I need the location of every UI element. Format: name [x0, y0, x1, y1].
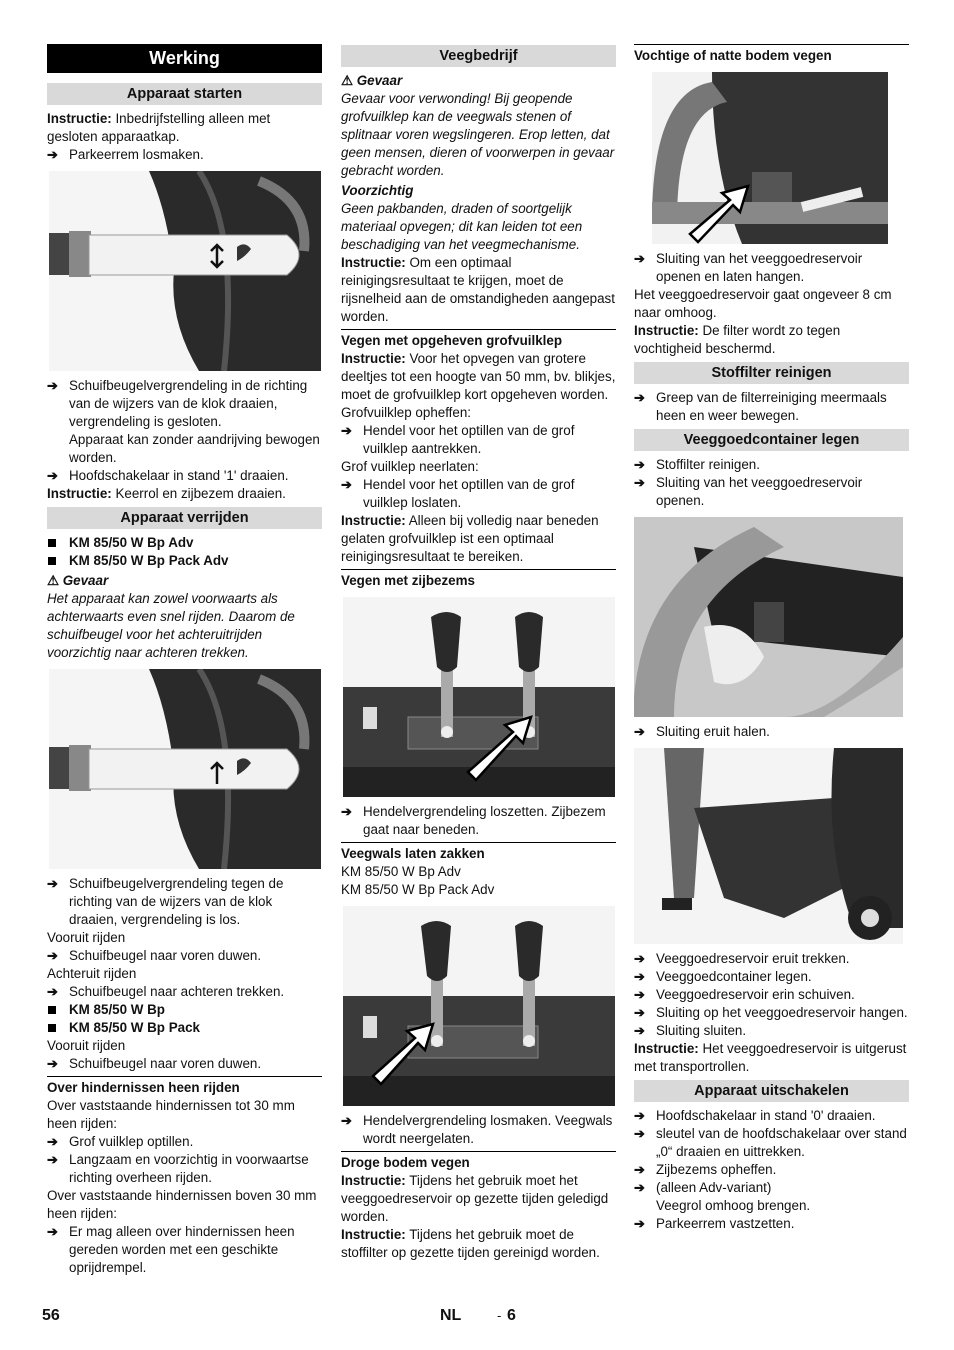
- warning-text: Het apparaat kan zowel voorwaarts als achterwaarts even snel rijden. Daarom de schuifbeugel voor het achteruitrijden voorzichtig naar achteren trekken.: [47, 591, 295, 660]
- step-text: Grof vuilklep optillen.: [69, 1134, 194, 1149]
- instruction: [341, 1172, 616, 1226]
- step-text: Hendelvergrendeling loszetten. Zijbezem gaat naar beneden.: [363, 804, 606, 837]
- instruction: [634, 322, 909, 358]
- step-text: Hoofdschakelaar in stand '1' draaien.: [69, 468, 289, 483]
- square-bullet-icon: [48, 1006, 56, 1014]
- section-heading-veegbedrijf: Veegbedrijf: [341, 45, 616, 67]
- step-text: Langzaam en voorzichtig in voorwaartse richting overheen rijden.: [69, 1152, 309, 1185]
- step-item: [47, 1151, 322, 1187]
- figure-handle-lock-closed: [49, 171, 321, 371]
- note-text: Apparaat kan zonder aandrijving bewogen worden.: [69, 432, 320, 465]
- instruction-label: Instructie:: [634, 1041, 699, 1056]
- instruction-label: Instructie:: [341, 513, 406, 528]
- text-line: Achteruit rijden: [47, 966, 137, 981]
- text-line: Grof vuilklep neerlaten:: [341, 459, 479, 474]
- step-item: [634, 474, 909, 510]
- step-item: [341, 803, 616, 839]
- warning-triangle-icon: ⚠: [341, 73, 354, 88]
- step-text: (alleen Adv-variant): [656, 1180, 772, 1195]
- arrow-icon: ➔: [47, 1056, 58, 1071]
- model-bullet: [47, 1001, 322, 1019]
- arrow-icon: ➔: [47, 468, 58, 483]
- instruction-text: Inbedrijfstelling alleen met gesloten apparaatkap.: [47, 111, 271, 144]
- instruction: [341, 512, 616, 566]
- instruction-text: Tijdens het gebruik moet het veeggoedreservoir op gezette tijden geledigd worden.: [341, 1173, 609, 1224]
- square-bullet-icon: [48, 1024, 56, 1032]
- step-text: Sluiting sluiten.: [656, 1023, 747, 1038]
- arrow-icon: ➔: [634, 951, 645, 966]
- instruction-label: Instructie:: [341, 1227, 406, 1242]
- instruction-label: Instructie:: [341, 351, 406, 366]
- figure-levers-zijbezem: [343, 597, 615, 797]
- instruction: [341, 1226, 616, 1262]
- instruction-text: De filter wordt zo tegen vochtigheid beschermd.: [634, 323, 841, 356]
- step-item: [341, 422, 616, 458]
- step-item: [47, 1133, 322, 1151]
- arrow-icon: ➔: [634, 475, 645, 490]
- square-bullet-icon: [48, 557, 56, 565]
- text-line: KM 85/50 W Bp Pack Adv: [341, 882, 495, 897]
- step-item: [47, 1055, 322, 1073]
- figure-levers-veegwals: [343, 906, 615, 1106]
- reservoir-latch-illustration: [652, 72, 888, 244]
- text-line: Veegrol omhoog brengen.: [656, 1198, 811, 1213]
- step-item: [634, 968, 909, 986]
- step-item: [634, 1107, 909, 1125]
- subheading-droge-bodem: Droge bodem vegen: [341, 1151, 616, 1172]
- model-name: KM 85/50 W Bp Pack Adv: [69, 553, 229, 568]
- step-item: [634, 456, 909, 474]
- column-3: [634, 44, 909, 1233]
- step-text: Hendel voor het optillen van de grof vuilklep aantrekken.: [363, 423, 575, 456]
- step-text: Stoffilter reinigen.: [656, 457, 760, 472]
- arrow-icon: ➔: [634, 1108, 645, 1123]
- arrow-icon: ➔: [634, 390, 645, 405]
- text-line: Over vaststaande hindernissen tot 30 mm heen rijden:: [47, 1098, 295, 1131]
- section-heading-veeggoedcontainer: Veeggoedcontainer legen: [634, 429, 909, 451]
- footer-separator: -: [497, 1308, 502, 1323]
- arrow-icon: ➔: [47, 378, 58, 393]
- step-item: [47, 467, 322, 485]
- column-2: [341, 44, 616, 1262]
- arrow-icon: ➔: [634, 1023, 645, 1038]
- section-heading-apparaat-starten: Apparaat starten: [47, 83, 322, 105]
- step-text: Sluiting van het veeggoedreservoir openen en laten hangen.: [656, 251, 863, 284]
- arrow-icon: ➔: [634, 1162, 645, 1177]
- section-heading-uitschakelen: Apparaat uitschakelen: [634, 1080, 909, 1102]
- step-text: Veeggoedreservoir eruit trekken.: [656, 951, 850, 966]
- instruction-label: Instructie:: [634, 323, 699, 338]
- step-item: [47, 983, 322, 1001]
- model-name: KM 85/50 W Bp: [69, 1002, 165, 1017]
- text-line: Over vaststaande hindernissen boven 30 mm heen rijden:: [47, 1188, 317, 1221]
- figure-reservoir-latch: [652, 72, 888, 244]
- arrow-icon: ➔: [341, 477, 352, 492]
- step-item: [47, 377, 322, 431]
- levers-illustration: [343, 906, 615, 1106]
- instruction: [47, 110, 322, 146]
- step-text: Veeggoedcontainer legen.: [656, 969, 812, 984]
- section-heading-apparaat-verrijden: Apparaat verrijden: [47, 507, 322, 529]
- step-item: [634, 1004, 909, 1022]
- instruction-label: Instructie:: [341, 1173, 406, 1188]
- arrow-icon: ➔: [47, 984, 58, 999]
- instruction-label: Instructie:: [47, 486, 112, 501]
- step-item: [47, 947, 322, 965]
- warning-title: [341, 72, 616, 90]
- caution-title: Voorzichtig: [341, 183, 414, 198]
- step-text: Parkeerrem losmaken.: [69, 147, 204, 162]
- subheading-veegwals: Veegwals laten zakken: [341, 842, 616, 863]
- instruction-text: Voor het opvegen van grotere deeltjes tot een hoogte van 50 mm, bv. blikjes, moet de grofvuilklep kort opgeheven worden.: [341, 351, 616, 402]
- step-text: Sluiting van het veeggoedreservoir openen.: [656, 475, 863, 508]
- step-text: Hoofdschakelaar in stand '0' draaien.: [656, 1108, 876, 1123]
- instruction-text: Keerrol en zijbezem draaien.: [111, 486, 286, 501]
- step-text: Schuifbeugel naar achteren trekken.: [69, 984, 285, 999]
- step-item: [341, 476, 616, 512]
- arrow-icon: ➔: [341, 423, 352, 438]
- caution-text: Geen pakbanden, draden of soortgelijk materiaal opvegen; dit kan leiden tot een beschadiging van het veegmechanisme.: [341, 201, 583, 252]
- language-code: NL: [440, 1307, 462, 1324]
- step-item: [634, 1125, 909, 1161]
- text-line: KM 85/50 W Bp Adv: [341, 864, 461, 879]
- arrow-icon: ➔: [47, 1224, 58, 1239]
- arrow-icon: ➔: [47, 948, 58, 963]
- step-item: [634, 950, 909, 968]
- arrow-icon: ➔: [47, 1152, 58, 1167]
- arrow-icon: ➔: [634, 1126, 645, 1141]
- step-text: Sluiting op het veeggoedreservoir hangen.: [656, 1005, 908, 1020]
- instruction: [47, 485, 322, 503]
- model-name: KM 85/50 W Bp Adv: [69, 535, 194, 550]
- step-item: [634, 250, 909, 286]
- model-bullet: [47, 1019, 322, 1037]
- step-text: Greep van de filterreiniging meermaals heen en weer bewegen.: [656, 390, 887, 423]
- figure-latch-removal: [634, 517, 903, 717]
- step-text: Sluiting eruit halen.: [656, 724, 770, 739]
- arrow-icon: ➔: [634, 969, 645, 984]
- step-text: Veeggoedreservoir erin schuiven.: [656, 987, 855, 1002]
- subheading-grofvuilklep: Vegen met opgeheven grofvuilklep: [341, 329, 616, 350]
- text-line: Vooruit rijden: [47, 1038, 126, 1053]
- step-item: [341, 1112, 616, 1148]
- column-1: [47, 44, 322, 1277]
- warning-title: [47, 572, 322, 590]
- arrow-icon: ➔: [634, 987, 645, 1002]
- instruction-text: Alleen bij volledig naar beneden gelaten grofvuilklep ist een optimaal reinigingsresultaat te bereiken.: [341, 513, 599, 564]
- subheading-natte-bodem: Vochtige of natte bodem vegen: [634, 44, 909, 65]
- step-item: [634, 1215, 909, 1233]
- arrow-icon: ➔: [634, 1216, 645, 1231]
- arrow-icon: ➔: [47, 876, 58, 891]
- instruction: [341, 350, 616, 404]
- step-item: [634, 986, 909, 1004]
- handle-illustration: [49, 171, 321, 371]
- text-line: Het veeggoedreservoir gaat ongeveer 8 cm naar omhoog.: [634, 287, 892, 320]
- step-item: [47, 146, 322, 164]
- section-heading-stoffilter: Stoffilter reinigen: [634, 362, 909, 384]
- step-item: [634, 723, 909, 741]
- model-name: KM 85/50 W Bp Pack: [69, 1020, 200, 1035]
- warning-triangle-icon: ⚠: [47, 573, 60, 588]
- step-text: Hendel voor het optillen van de grof vuilklep loslaten.: [363, 477, 575, 510]
- step-text: sleutel van de hoofdschakelaar over stand „0“ draaien en uittrekken.: [656, 1126, 907, 1159]
- step-item: [634, 1022, 909, 1040]
- figure-handle-lock-open: [49, 669, 321, 869]
- square-bullet-icon: [48, 539, 56, 547]
- levers-illustration: [343, 597, 615, 797]
- step-text: Er mag alleen over hindernissen heen gereden worden met een geschikte oprijdrempel.: [69, 1224, 295, 1275]
- arrow-icon: ➔: [634, 1005, 645, 1020]
- step-item: [47, 875, 322, 929]
- instruction-label: Instructie:: [341, 255, 406, 270]
- step-text: Schuifbeugelvergrendeling tegen de richting van de wijzers van de klok draaien, vergrendeling is los.: [69, 876, 284, 927]
- step-text: Schuifbeugel naar voren duwen.: [69, 1056, 262, 1071]
- reservoir-removal-illustration: [634, 748, 903, 944]
- handle-illustration: [49, 669, 321, 869]
- step-text: Schuifbeugel naar voren duwen.: [69, 948, 262, 963]
- instruction-text: Om een optimaal reinigingsresultaat te krijgen, moet de rijsnelheid aan de omstandigheden aangepast worden.: [341, 255, 615, 324]
- instruction-text: Het veeggoedreservoir is uitgerust met transportrollen.: [634, 1041, 907, 1074]
- step-item: [634, 1161, 909, 1179]
- page-number: 56: [42, 1307, 60, 1324]
- warning-text: Gevaar voor verwonding! Bij geopende grofvuilklep kan de veegwals stenen of splitnaar voren wegslingeren. Erop letten, dat geen mensen, dieren of voorwerpen in gevaar gebracht worden.: [341, 91, 615, 178]
- arrow-icon: ➔: [634, 1180, 645, 1195]
- instruction-label: Instructie:: [47, 111, 112, 126]
- step-item: [634, 389, 909, 425]
- text-line: Grofvuilklep opheffen:: [341, 405, 472, 420]
- step-text: Zijbezems opheffen.: [656, 1162, 777, 1177]
- warning-label: Gevaar: [356, 73, 403, 88]
- figure-reservoir-removal: [634, 748, 903, 944]
- subheading-zijbezems: Vegen met zijbezems: [341, 569, 616, 590]
- arrow-icon: ➔: [341, 804, 352, 819]
- step-text: Parkeerrem vastzetten.: [656, 1216, 795, 1231]
- sub-page-number: 6: [507, 1307, 516, 1324]
- arrow-icon: ➔: [47, 1134, 58, 1149]
- model-bullet: [47, 534, 322, 552]
- arrow-icon: ➔: [341, 1113, 352, 1128]
- instruction: [634, 1040, 909, 1076]
- instruction-text: Tijdens het gebruik moet de stoffilter op gezette tijden gereinigd worden.: [341, 1227, 600, 1260]
- step-text: Hendelvergrendeling losmaken. Veegwals wordt neergelaten.: [363, 1113, 613, 1146]
- subheading-hindernissen: Over hindernissen heen rijden: [47, 1076, 322, 1097]
- chapter-title: Werking: [47, 44, 322, 73]
- arrow-icon: ➔: [634, 457, 645, 472]
- arrow-icon: ➔: [634, 251, 645, 266]
- warning-label: Gevaar: [62, 573, 109, 588]
- step-text: Schuifbeugelvergrendeling in de richting van de wijzers van de klok draaien, vergrendeling is gesloten.: [69, 378, 308, 429]
- text-line: Vooruit rijden: [47, 930, 126, 945]
- latch-removal-illustration: [634, 517, 903, 717]
- instruction: [341, 254, 616, 326]
- step-item: [47, 1223, 322, 1277]
- model-bullet: [47, 552, 322, 570]
- arrow-icon: ➔: [634, 724, 645, 739]
- step-item: [634, 1179, 909, 1197]
- arrow-icon: ➔: [47, 147, 58, 162]
